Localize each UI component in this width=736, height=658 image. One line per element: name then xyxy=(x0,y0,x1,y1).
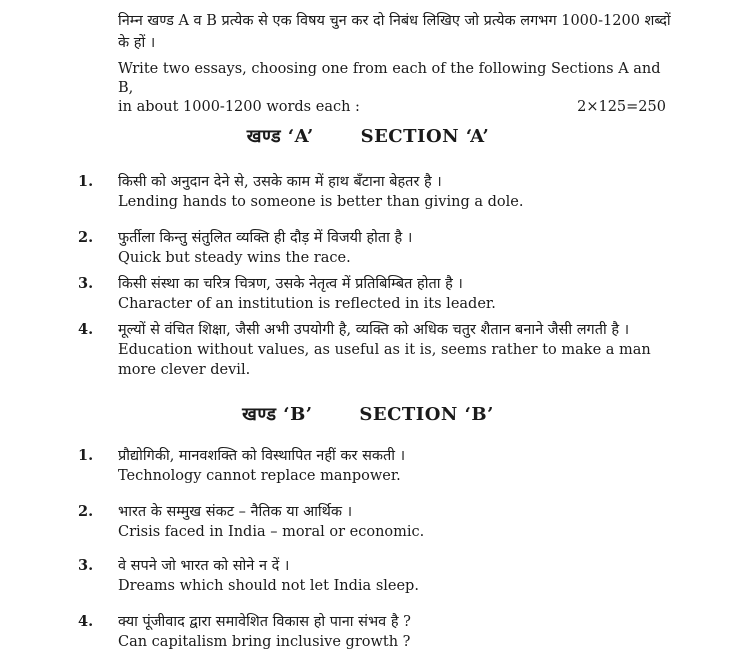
question-hindi: किसी को अनुदान देने से, उसके काम में हाथ बँटाना बेहतर है । xyxy=(118,174,442,190)
section-a-heading xyxy=(0,124,736,148)
marks-allocation: 2×125=250 xyxy=(577,99,666,115)
question-hindi: फुर्तीला किन्तु संतुलित व्यक्ति ही दौड़ में विजयी होता है । xyxy=(118,230,413,246)
section-a-heading-english: SECTION ‘A’ xyxy=(360,126,490,147)
instructions-english-line2: in about 1000-1200 words each : xyxy=(118,99,360,115)
question-english: Education without values, as useful as it is, seems rather to make a man more clever devil. xyxy=(118,342,651,378)
question-number: 1. xyxy=(78,447,94,464)
question-number: 3. xyxy=(78,275,94,292)
question-english: Dreams which should not let India sleep. xyxy=(118,578,419,594)
instructions-hindi: निम्न खण्ड A व B प्रत्येक से एक विषय चुन कर दो निबंध लिखिए जो प्रत्येक लगभग 1000-1200 शब्दों के हों । xyxy=(118,13,671,51)
section-b-heading xyxy=(0,402,736,426)
question-hindi: भारत के सम्मुख संकट – नैतिक या आर्थिक । xyxy=(118,504,353,520)
instructions-english-line2-row xyxy=(118,98,666,117)
question-hindi: प्रौद्योगिकी, मानवशक्ति को विस्थापित नहीं कर सकती । xyxy=(118,448,406,464)
question-hindi: किसी संस्था का चरित्र चित्रण, उसके नेतृत्व में प्रतिबिम्बित होता है । xyxy=(118,276,463,292)
question-number: 4. xyxy=(78,613,94,630)
question-english: Character of an institution is reflected in its leader. xyxy=(118,296,496,312)
question-number: 4. xyxy=(78,321,94,338)
question-english: Lending hands to someone is better than giving a dole. xyxy=(118,194,524,210)
question-english: Quick but steady wins the race. xyxy=(118,250,351,266)
instructions-english-line1: Write two essays, choosing one from each of the following Sections A and B, xyxy=(118,61,661,96)
question-english: Technology cannot replace manpower. xyxy=(118,468,401,484)
question-number: 3. xyxy=(78,557,94,574)
section-a-heading-hindi: खण्ड ‘A’ xyxy=(246,126,314,147)
question-number: 2. xyxy=(78,229,94,246)
question-hindi: वे सपने जो भारत को सोने न दें । xyxy=(118,558,290,574)
question-number: 1. xyxy=(78,173,94,190)
section-b-heading-english: SECTION ‘B’ xyxy=(359,404,494,425)
question-hindi: मूल्यों से वंचित शिक्षा, जैसी अभी उपयोगी है, व्यक्ति को अधिक चतुर शैतान बनाने जैसी लगती है । xyxy=(118,322,630,338)
question-english: Crisis faced in India – moral or economic. xyxy=(118,524,425,540)
question-english: Can capitalism bring inclusive growth ? xyxy=(118,634,411,650)
instructions-english xyxy=(118,60,666,117)
question-number: 2. xyxy=(78,503,94,520)
question-hindi: क्या पूंजीवाद द्वारा समावेशित विकास हो पाना संभव है ? xyxy=(118,614,411,630)
section-b-heading-hindi: खण्ड ‘B’ xyxy=(242,404,313,425)
